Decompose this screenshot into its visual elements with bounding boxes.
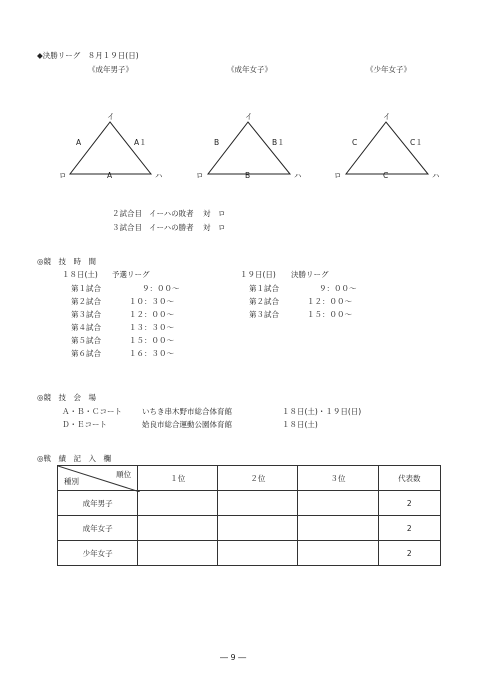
day1-round: 予選リーグ <box>112 270 150 279</box>
note-2-desc: イーハの勝者 <box>149 223 194 232</box>
venue-1-name: いちき串木野市総合体育館 <box>142 407 232 416</box>
cell-count: 2 <box>378 491 440 516</box>
day2-game-2-label: 第２試合 <box>249 297 279 306</box>
results-heading: ◎戦 績 記 入 欄 <box>37 454 112 463</box>
note-1-desc: イーハの敗者 <box>149 209 194 218</box>
cell-third[interactable] <box>298 541 378 566</box>
cell-second[interactable] <box>218 491 298 516</box>
day1-game-1-label: 第１試合 <box>71 284 101 293</box>
day1-game-6-time: １６：３０～ <box>129 349 174 358</box>
g3-right-side: C１ <box>410 138 423 147</box>
day2-game-1-time: ９：００～ <box>319 284 357 293</box>
note-1-opp: ロ <box>218 209 226 218</box>
results-header-row <box>58 466 441 491</box>
cell-third[interactable] <box>298 516 378 541</box>
corner-rank-label: 順位 <box>116 470 132 479</box>
note-2-vs: 対 <box>203 223 211 232</box>
g3-bottom-right: ハ <box>432 171 440 180</box>
day2-game-1-label: 第１試合 <box>249 284 279 293</box>
league-triangles <box>0 0 481 200</box>
g2-left-side: B <box>214 138 220 147</box>
day1-date: １８日(土) <box>62 270 98 279</box>
g2-bottom-mid: B <box>245 171 251 180</box>
g1-bottom-mid: A <box>107 171 113 180</box>
corner-cell <box>58 466 138 491</box>
day1-game-5-label: 第５試合 <box>71 336 101 345</box>
cell-count: 2 <box>378 541 440 566</box>
g1-right-side: A１ <box>134 138 147 147</box>
table-row <box>58 516 441 541</box>
cell-count: 2 <box>378 516 440 541</box>
day2-game-3-label: 第３試合 <box>249 310 279 319</box>
group-title-2: 《成年女子》 <box>227 65 272 74</box>
day1-game-2-label: 第２試合 <box>71 297 101 306</box>
g3-top: イ <box>383 112 391 121</box>
row-category: 成年男子 <box>58 491 138 516</box>
g1-bottom-left: ロ <box>59 171 67 180</box>
col-header-second: ２位 <box>218 466 298 491</box>
day1-game-4-label: 第４試合 <box>71 323 101 332</box>
table-row <box>58 541 441 566</box>
venues-heading: ◎競 技 会 場 <box>37 393 97 402</box>
page-number: ― 9 ― <box>220 653 247 662</box>
final-league-heading: ◆決勝リーグ ８月１９日(日) <box>37 51 139 60</box>
g2-top: イ <box>245 112 253 121</box>
g2-bottom-left: ロ <box>196 171 204 180</box>
venue-2-name: 姶良市総合運動公園体育館 <box>142 420 232 429</box>
cell-first[interactable] <box>138 541 218 566</box>
g3-bottom-left: ロ <box>334 171 342 180</box>
cell-second[interactable] <box>218 516 298 541</box>
g1-top: イ <box>107 112 115 121</box>
day1-game-4-time: １３：３０～ <box>129 323 174 332</box>
day2-date: １９日(日) <box>240 270 276 279</box>
venue-2-dates: １８日(土) <box>282 420 318 429</box>
triangle-group-1 <box>70 122 151 174</box>
day2-game-3-time: １５：００～ <box>307 310 352 319</box>
cell-third[interactable] <box>298 491 378 516</box>
row-category: 少年女子 <box>58 541 138 566</box>
day1-game-6-label: 第６試合 <box>71 349 101 358</box>
table-row <box>58 491 441 516</box>
corner-category-label: 種別 <box>64 477 79 486</box>
g1-left-side: A <box>76 138 82 147</box>
schedule-heading: ◎競 技 時 間 <box>37 257 97 266</box>
col-header-first: １位 <box>138 466 218 491</box>
note-2-opp: ロ <box>218 223 226 232</box>
triangle-group-2 <box>208 122 290 174</box>
group-title-1: 《成年男子》 <box>88 65 133 74</box>
note-1-game: ２試合目 <box>112 209 142 218</box>
day1-game-3-label: 第３試合 <box>71 310 101 319</box>
col-header-count: 代表数 <box>378 466 440 491</box>
venue-2-court: Ｄ・Ｅコート <box>62 420 107 429</box>
g1-bottom-right: ハ <box>155 171 163 180</box>
triangle-group-3 <box>346 122 428 174</box>
results-table <box>57 465 441 566</box>
venue-1-court: Ａ・Ｂ・Ｃコート <box>62 407 122 416</box>
col-header-third: ３位 <box>298 466 378 491</box>
day1-game-5-time: １５：００～ <box>129 336 174 345</box>
g3-bottom-mid: C <box>383 171 389 180</box>
cell-second[interactable] <box>218 541 298 566</box>
g2-right-side: B１ <box>272 138 285 147</box>
day1-game-1-time: ９：００～ <box>142 284 180 293</box>
note-1-vs: 対 <box>203 209 211 218</box>
cell-first[interactable] <box>138 516 218 541</box>
day2-round: 決勝リーグ <box>291 270 329 279</box>
group-title-3: 《少年女子》 <box>366 65 411 74</box>
row-category: 成年女子 <box>58 516 138 541</box>
note-2-game: ３試合目 <box>112 223 142 232</box>
g3-left-side: C <box>352 138 358 147</box>
day2-game-2-time: １２：００～ <box>307 297 352 306</box>
venue-1-dates: １８日(土)・１９日(日) <box>282 407 362 416</box>
day1-game-3-time: １２：００～ <box>129 310 174 319</box>
g2-bottom-right: ハ <box>294 171 302 180</box>
day1-game-2-time: １０：３０～ <box>129 297 174 306</box>
cell-first[interactable] <box>138 491 218 516</box>
